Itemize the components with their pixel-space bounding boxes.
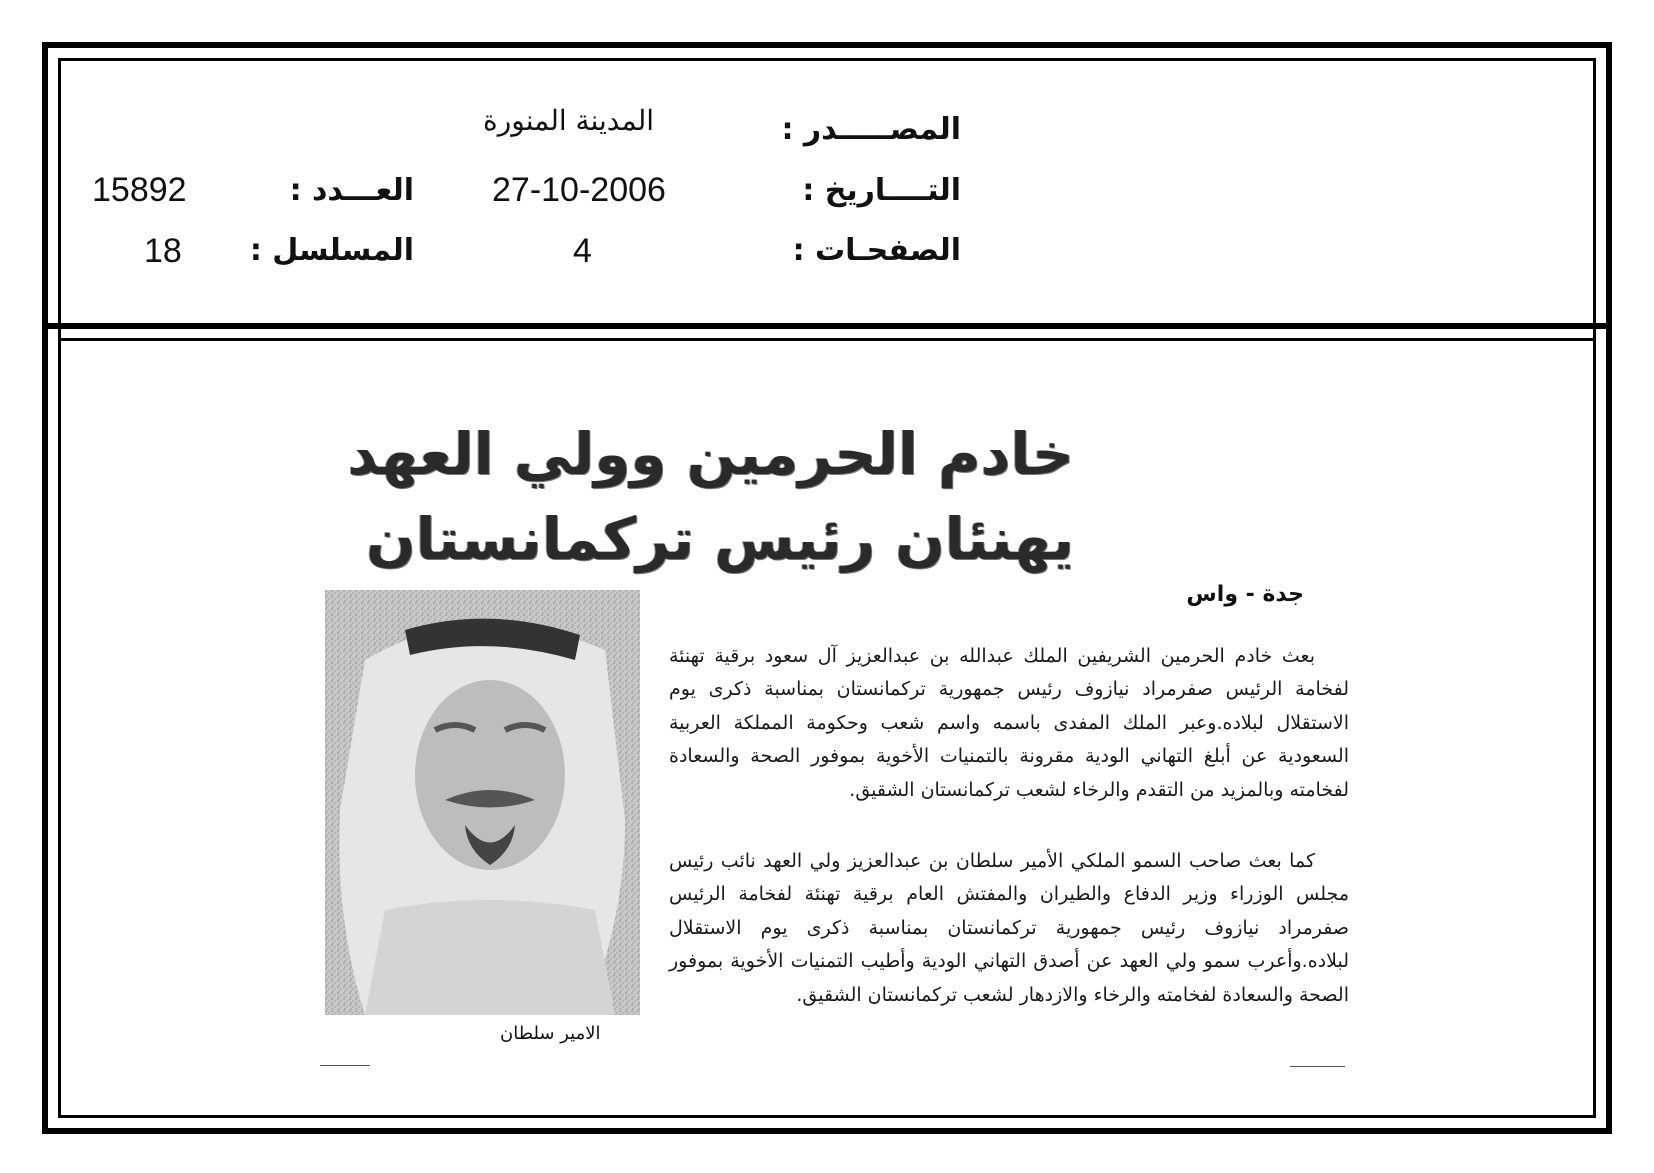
header-divider bbox=[46, 323, 1608, 329]
photo-caption: الامير سلطان bbox=[500, 1023, 601, 1044]
end-rule-left bbox=[320, 1065, 370, 1066]
date-value: 27-10-2006 bbox=[492, 171, 666, 209]
serial-value: 18 bbox=[144, 232, 182, 270]
paragraph-2-text: كما بعث صاحب السمو الملكي الأمير سلطان بن عبدالعزيز ولي العهد نائب رئيس مجلس الوزراء وزير الدفاع والطيران والمفتش العام برقية تهنئة لفخامة الرئيس صفرمراد نيازوف رئيس جمهورية تركمانستان بمناسبة ذكرى يوم الاستقلال لبلاده.وأعرب سمو ولي العهد عن أصدق التهاني الودية وأطيب التمنيات الأخوية بموفور الصحة والسعادة لفخامته والرخاء والازدهار لشعب تركمانستان الشقيق. bbox=[669, 850, 1349, 1006]
article-paragraph-2 bbox=[669, 845, 1349, 1012]
issue-label: العـــدد : bbox=[289, 173, 414, 208]
pages-label: الصفحـات : bbox=[792, 233, 961, 268]
headline-line-1: خادم الحرمين وولي العهد bbox=[347, 420, 1074, 488]
portrait-illustration bbox=[325, 590, 640, 1015]
article-paragraph-1 bbox=[669, 640, 1349, 807]
pages-value: 4 bbox=[573, 232, 592, 270]
dateline: جدة - واس bbox=[1186, 582, 1304, 607]
portrait-photo bbox=[325, 590, 640, 1015]
end-rule-right bbox=[1290, 1066, 1345, 1067]
serial-label: المسلسل : bbox=[249, 233, 414, 268]
date-label: التــــاريخ : bbox=[802, 173, 961, 208]
header-divider-thin bbox=[58, 338, 1596, 341]
paragraph-1-text: بعث خادم الحرمين الشريفين الملك عبدالله بن عبدالعزيز آل سعود برقية تهنئة لفخامة الرئيس صفرمراد نيازوف رئيس جمهورية تركمانستان بمناسبة ذكرى يوم الاستقلال لبلاده.وعبر الملك المفدى باسمه واسم شعب وحكومة المملكة العربية السعودية عن أبلغ التهاني الودية مقرونة بالتمنيات الأخوية بموفور الصحة والسعادة لفخامته وبالمزيد من التقدم والرخاء لشعب تركمانستان الشقيق. bbox=[669, 645, 1349, 801]
source-label: المصـــــدر : bbox=[781, 112, 961, 147]
source-value: المدينة المنورة bbox=[483, 104, 654, 137]
issue-value: 15892 bbox=[92, 171, 187, 209]
headline-line-2: يهنئان رئيس تركمانستان bbox=[366, 505, 1074, 573]
